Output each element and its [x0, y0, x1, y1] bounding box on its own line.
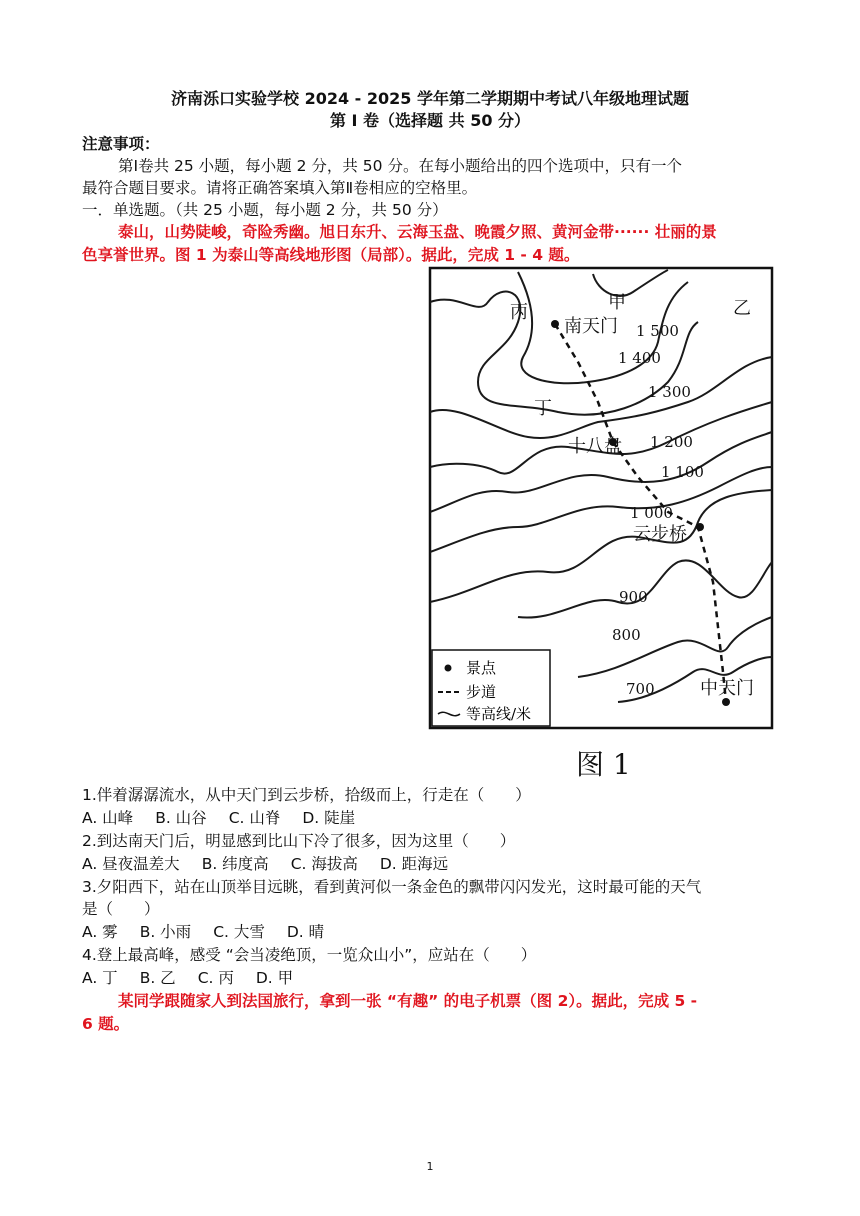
yunbuqiao-spot [696, 523, 704, 531]
contour-label-1400: 1 400 [618, 349, 661, 367]
page-number: 1 [426, 1160, 434, 1173]
question-3-option-b: B. 小雨 [139, 923, 192, 941]
question-3-stem-cont: 是（ ） [82, 900, 160, 918]
intro-2-line-2: 6 题。 [82, 1015, 130, 1033]
place-yunbuqiao: 云步桥 [633, 524, 687, 545]
zhongtianmen-spot [722, 698, 730, 706]
taishan-contour-map [418, 262, 784, 782]
question-3-option-a: A. 雾 [82, 923, 118, 941]
question-4-option-a: A. 丁 [82, 969, 118, 987]
question-1-option-c: C. 山脊 [228, 809, 281, 827]
legend-spot-icon [445, 665, 452, 672]
legend-spot-label: 景点 [466, 659, 497, 677]
question-2-option-a: A. 昼夜温差大 [82, 855, 180, 873]
contour-label-1100: 1 100 [661, 463, 704, 481]
nantianmen-spot [551, 320, 559, 328]
notice-line-1: 第Ⅰ卷共 25 小题，每小题 2 分，共 50 分。在每小题给出的四个选项中，只有一个 [118, 157, 682, 175]
place-zhongtianmen: 中天门 [700, 678, 754, 699]
question-2-option-b: B. 纬度高 [201, 855, 269, 873]
place-nantianmen: 南天门 [564, 316, 618, 337]
question-2-options [82, 852, 470, 874]
question-2-stem: 2.到达南天门后，明显感到比山下冷了很多，因为这里（ ） [82, 832, 516, 850]
section-heading: 一．单选题。（共 25 小题，每小题 2 分，共 50 分） [82, 201, 448, 219]
question-4-option-d: D. 甲 [255, 969, 294, 987]
question-1-option-d: D. 陡崖 [302, 809, 356, 827]
region-yi: 乙 [733, 298, 751, 319]
contour-label-1000: 1 000 [630, 504, 673, 522]
contour-label-1300: 1 300 [648, 383, 691, 401]
question-4-options [82, 966, 315, 988]
contour-label-1500: 1 500 [636, 322, 679, 340]
map-legend [432, 650, 550, 726]
contour-label-900: 900 [619, 588, 648, 606]
question-2-option-c: C. 海拔高 [290, 855, 358, 873]
exam-subtitle: 第 Ⅰ 卷（选择题 共 50 分） [329, 111, 531, 130]
exam-title: 济南泺口实验学校 2024 - 2025 学年第二学期期中考试八年级地理试题 [171, 89, 689, 108]
region-jia: 甲 [608, 292, 626, 313]
place-shibapan: 十八盘 [568, 436, 622, 457]
question-4-option-c: C. 丙 [197, 969, 234, 987]
region-bing: 丙 [510, 302, 528, 323]
notice-heading: 注意事项： [82, 135, 160, 153]
question-1-options [82, 806, 377, 828]
figure-caption: 图 1 [576, 748, 631, 781]
intro-2-line-1: 某同学跟随家人到法国旅行，拿到一张 “有趣” 的电子机票（图 2）。据此，完成 5 - [118, 992, 698, 1010]
question-2-option-d: D. 距海远 [379, 855, 449, 873]
question-3-stem: 3.夕阳西下，站在山顶举目远眺，看到黄河似一条金色的飘带闪闪发光，这时最可能的天气 [82, 878, 702, 896]
intro-1-line-2: 色享誉世界。图 1 为泰山等高线地形图（局部）。据此，完成 1 - 4 题。 [82, 246, 580, 264]
question-3-options [82, 920, 346, 942]
contour-label-1200: 1 200 [650, 433, 693, 451]
legend-contour-label: 等高线/米 [466, 705, 532, 723]
question-1-stem: 1.伴着潺潺流水，从中天门到云步桥，拾级而上，行走在（ ） [82, 786, 531, 804]
question-1-option-b: B. 山谷 [155, 809, 207, 827]
legend-trail-label: 步道 [466, 683, 497, 701]
region-ding: 丁 [534, 398, 552, 419]
question-4-option-b: B. 乙 [139, 969, 176, 987]
question-1-option-a: A. 山峰 [82, 809, 134, 827]
contour-label-800: 800 [612, 626, 641, 644]
question-3-option-d: D. 晴 [286, 923, 325, 941]
intro-1-line-1: 泰山，山势陡峻，奇险秀幽。旭日东升、云海玉盘、晚霞夕照、黄河金带······ 壮丽的景 [118, 223, 717, 241]
question-3-option-c: C. 大雪 [213, 923, 265, 941]
question-4-stem: 4.登上最高峰，感受 “会当凌绝顶，一览众山小”，应站在（ ） [82, 946, 537, 964]
contour-label-700: 700 [626, 680, 655, 698]
notice-line-2: 最符合题目要求。请将正确答案填入第Ⅱ卷相应的空格里。 [82, 179, 478, 197]
